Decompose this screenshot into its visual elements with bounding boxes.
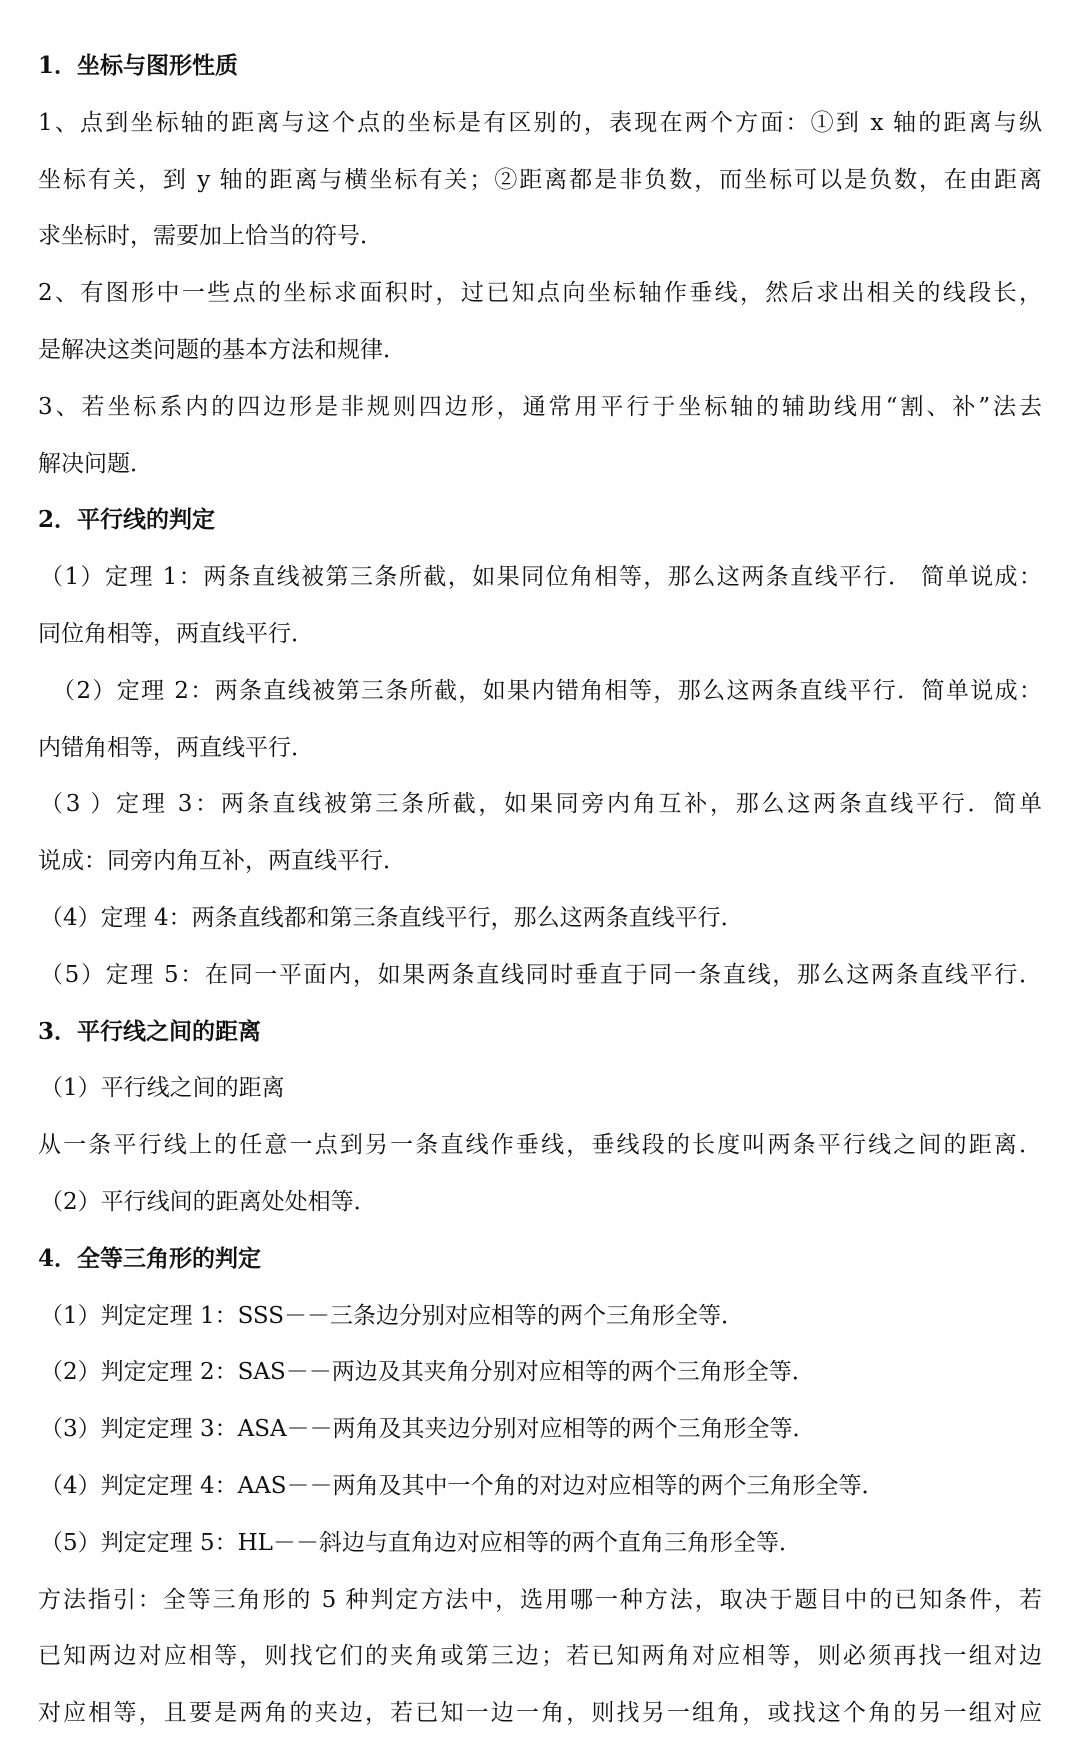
text-line: （1）定理 1：两条直线被第三条所截，如果同位角相等，那么这两条直线平行． 简单说成：	[40, 564, 1042, 591]
text-line: 求坐标时，需要加上恰当的符号．	[38, 223, 383, 250]
text-line: （3 ）定理 3：两条直线被第三条所截，如果同旁内角互补，那么这两条直线平行．简单	[40, 791, 1042, 818]
section-heading: 1．坐标与图形性质	[38, 52, 239, 79]
text-line: 方法指引：全等三角形的 5 种判定方法中，选用哪一种方法，取决于题目中的已知条件，若	[38, 1586, 1042, 1613]
text-line: 1、点到坐标轴的距离与这个点的坐标是有区别的，表现在两个方面：①到 x 轴的距离与纵	[38, 109, 1042, 136]
text-line: 已知两边对应相等，则找它们的夹角或第三边；若已知两角对应相等，则必须再找一组对边	[38, 1643, 1042, 1670]
text-line: （1）判定定理 1：SSS－－三条边分别对应相等的两个三角形全等．	[40, 1302, 745, 1329]
text-line: （5）定理 5：在同一平面内，如果两条直线同时垂直于同一条直线，那么这两条直线平行．	[40, 961, 1042, 988]
text-line: （3）判定定理 3：ASA－－两角及其夹边分别对应相等的两个三角形全等．	[40, 1416, 816, 1443]
text-line: 同位角相等，两直线平行．	[38, 620, 314, 647]
section-heading: 3．平行线之间的距离	[38, 1017, 262, 1045]
text-line: 3、若坐标系内的四边形是非规则四边形，通常用平行于坐标轴的辅助线用“割、补”法去	[38, 393, 1042, 420]
text-line: 说成：同旁内角互补，两直线平行．	[38, 848, 406, 875]
text-line: 从一条平行线上的任意一点到另一条直线作垂线，垂线段的长度叫两条平行线之间的距离．	[38, 1132, 1042, 1159]
text-line: 坐标有关，到 y 轴的距离与横坐标有关；②距离都是非负数，而坐标可以是负数，在由距离	[38, 166, 1042, 193]
text-line: （2）平行线间的距离处处相等．	[40, 1188, 377, 1215]
text-line: 2、有图形中一些点的坐标求面积时，过已知点向坐标轴作垂线，然后求出相关的线段长，	[38, 280, 1042, 307]
section-heading: 2．平行线的判定	[38, 506, 216, 534]
text-line: 对应相等，且要是两角的夹边，若已知一边一角，则找另一组角，或找这个角的另一组对应	[38, 1700, 1042, 1727]
text-line: （1）平行线之间的距离	[40, 1075, 285, 1102]
text-line: 内错角相等，两直线平行．	[38, 734, 314, 761]
text-line: （2）判定定理 2：SAS－－两边及其夹角分别对应相等的两个三角形全等．	[40, 1359, 815, 1386]
text-line: （2）定理 2：两条直线被第三条所截，如果内错角相等，那么这两条直线平行．简单说成：	[52, 677, 1042, 704]
text-line: （4）判定定理 4：AAS－－两角及其中一个角的对边对应相等的两个三角形全等．	[40, 1472, 885, 1499]
text-line: 是解决这类问题的基本方法和规律．	[38, 336, 406, 363]
text-line: 解决问题．	[38, 450, 153, 477]
section-heading: 4．全等三角形的判定	[38, 1244, 262, 1272]
text-line: （5）判定定理 5：HL－－斜边与直角边对应相等的两个直角三角形全等．	[40, 1529, 802, 1556]
text-line: （4）定理 4：两条直线都和第三条直线平行，那么这两条直线平行．	[40, 904, 744, 931]
